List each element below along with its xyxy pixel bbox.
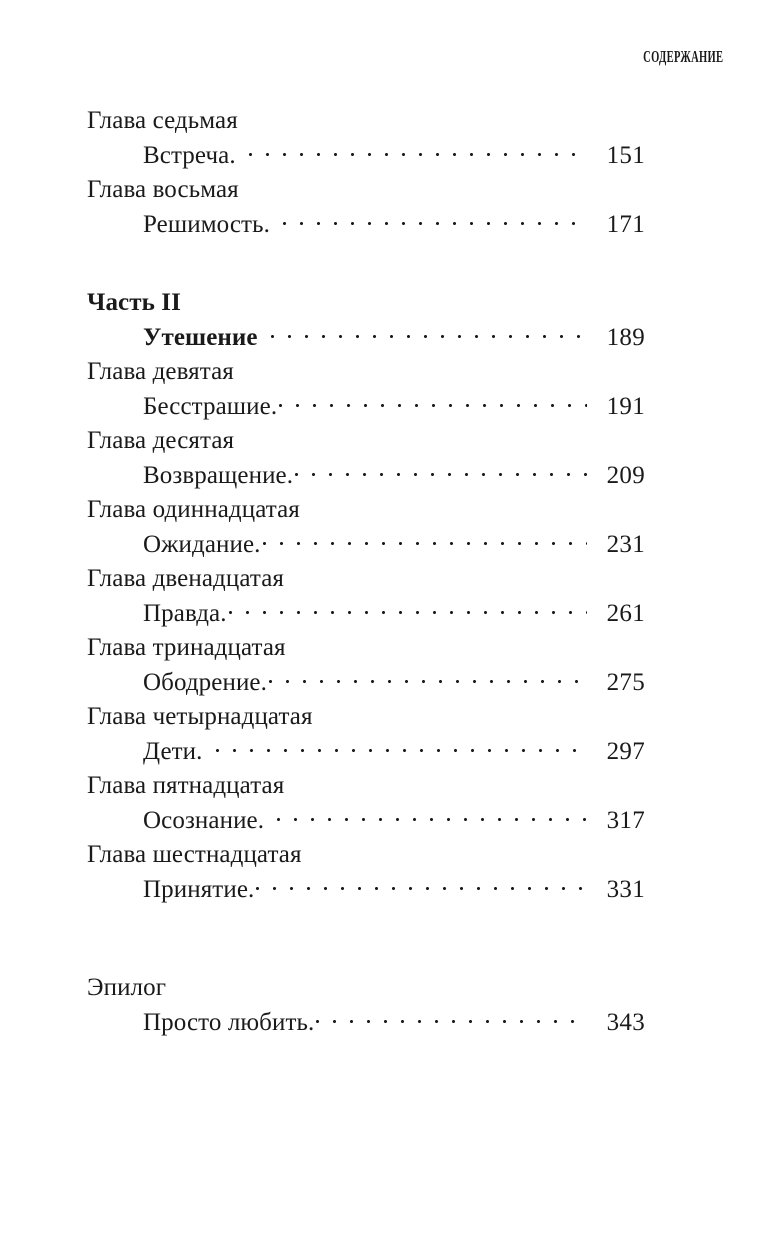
dot-leader — [271, 320, 587, 345]
toc-entry-page-number: 275 — [606, 669, 645, 696]
toc-entry[interactable] — [87, 562, 645, 631]
toc-entry-page-number: 209 — [606, 462, 645, 489]
toc-entry-label: Глава пятнадцатая — [87, 772, 285, 799]
toc-entry-label: Глава одиннадцатая — [87, 496, 300, 523]
dot-leader — [263, 527, 587, 552]
toc-entry-line[interactable] — [87, 320, 645, 355]
toc-part-title: Утешение — [143, 324, 258, 351]
table-of-contents — [87, 104, 645, 1040]
toc-entry-line[interactable] — [87, 527, 645, 562]
toc-entry-line[interactable] — [87, 734, 645, 769]
toc-entry-label: Глава восьмая — [87, 176, 239, 203]
toc-entry-title: Решимость. — [143, 211, 270, 238]
toc-part-label: Часть II — [87, 289, 181, 316]
toc-entry[interactable] — [87, 173, 645, 242]
toc-entry-line[interactable] — [87, 207, 645, 242]
toc-entry-page-number: 231 — [606, 531, 645, 558]
toc-entry-title: Осознание. — [143, 807, 265, 834]
toc-entry[interactable] — [87, 838, 645, 907]
toc-entry-page-number: 343 — [606, 1009, 645, 1036]
toc-entry-line[interactable] — [87, 803, 645, 838]
toc-entry-label: Глава четырнадцатая — [87, 703, 313, 730]
toc-entry-label: Глава шестнадцатая — [87, 841, 302, 868]
toc-entry-page-number: 189 — [606, 324, 645, 351]
toc-entry-title: Бесстрашие. — [143, 393, 278, 420]
toc-entry-line[interactable] — [87, 665, 645, 700]
running-head: СОДЕРЖАНИЕ — [642, 47, 723, 66]
toc-entry-line[interactable] — [87, 596, 645, 631]
toc-entry-page-number: 151 — [606, 142, 645, 169]
toc-entry[interactable] — [87, 631, 645, 700]
toc-entry-page-number: 171 — [606, 211, 645, 238]
toc-entry-label: Эпилог — [87, 974, 167, 1001]
toc-entry-page-number: 317 — [606, 807, 645, 834]
toc-entry-line[interactable] — [87, 872, 645, 907]
toc-entry-title: Принятие. — [143, 876, 255, 903]
toc-entry-title: Правда. — [143, 600, 227, 627]
toc-entry-title: Ободрение. — [143, 669, 267, 696]
toc-entry-line[interactable] — [87, 458, 645, 493]
toc-entry-title: Встреча. — [143, 142, 236, 169]
dot-leader — [269, 665, 587, 690]
toc-entry[interactable] — [87, 769, 645, 838]
toc-entry-page-number: 297 — [606, 738, 645, 765]
dot-leader — [256, 872, 587, 897]
toc-entry-title: Возвращение. — [143, 462, 294, 489]
toc-entry-line[interactable] — [87, 1005, 645, 1040]
toc-entry-label: Глава десятая — [87, 427, 235, 454]
toc-entry-label: Глава тринадцатая — [87, 634, 286, 661]
dot-leader — [249, 138, 587, 163]
toc-part-heading[interactable] — [87, 286, 645, 355]
dot-leader — [229, 596, 587, 621]
dot-leader — [277, 803, 587, 828]
dot-leader — [279, 389, 587, 414]
dot-leader — [283, 207, 587, 232]
toc-entry-page-number: 191 — [606, 393, 645, 420]
dot-leader — [316, 1005, 587, 1030]
toc-entry-line[interactable] — [87, 138, 645, 173]
toc-entry-page-number: 261 — [606, 600, 645, 627]
toc-entry-title: Ожидание. — [143, 531, 261, 558]
toc-entry[interactable] — [87, 104, 645, 173]
toc-entry-label: Глава девятая — [87, 358, 234, 385]
toc-entry-title: Дети. — [143, 738, 203, 765]
toc-epilogue[interactable] — [87, 971, 645, 1040]
dot-leader — [295, 458, 587, 483]
toc-entry[interactable] — [87, 700, 645, 769]
toc-entry-label: Глава двенадцатая — [87, 565, 284, 592]
toc-entry-page-number: 331 — [606, 876, 645, 903]
toc-entry-label: Глава седьмая — [87, 107, 238, 134]
toc-entry[interactable] — [87, 493, 645, 562]
toc-entry-title: Просто любить. — [143, 1009, 315, 1036]
toc-entry[interactable] — [87, 355, 645, 424]
toc-entry[interactable] — [87, 424, 645, 493]
dot-leader — [216, 734, 587, 759]
toc-entry-line[interactable] — [87, 389, 645, 424]
